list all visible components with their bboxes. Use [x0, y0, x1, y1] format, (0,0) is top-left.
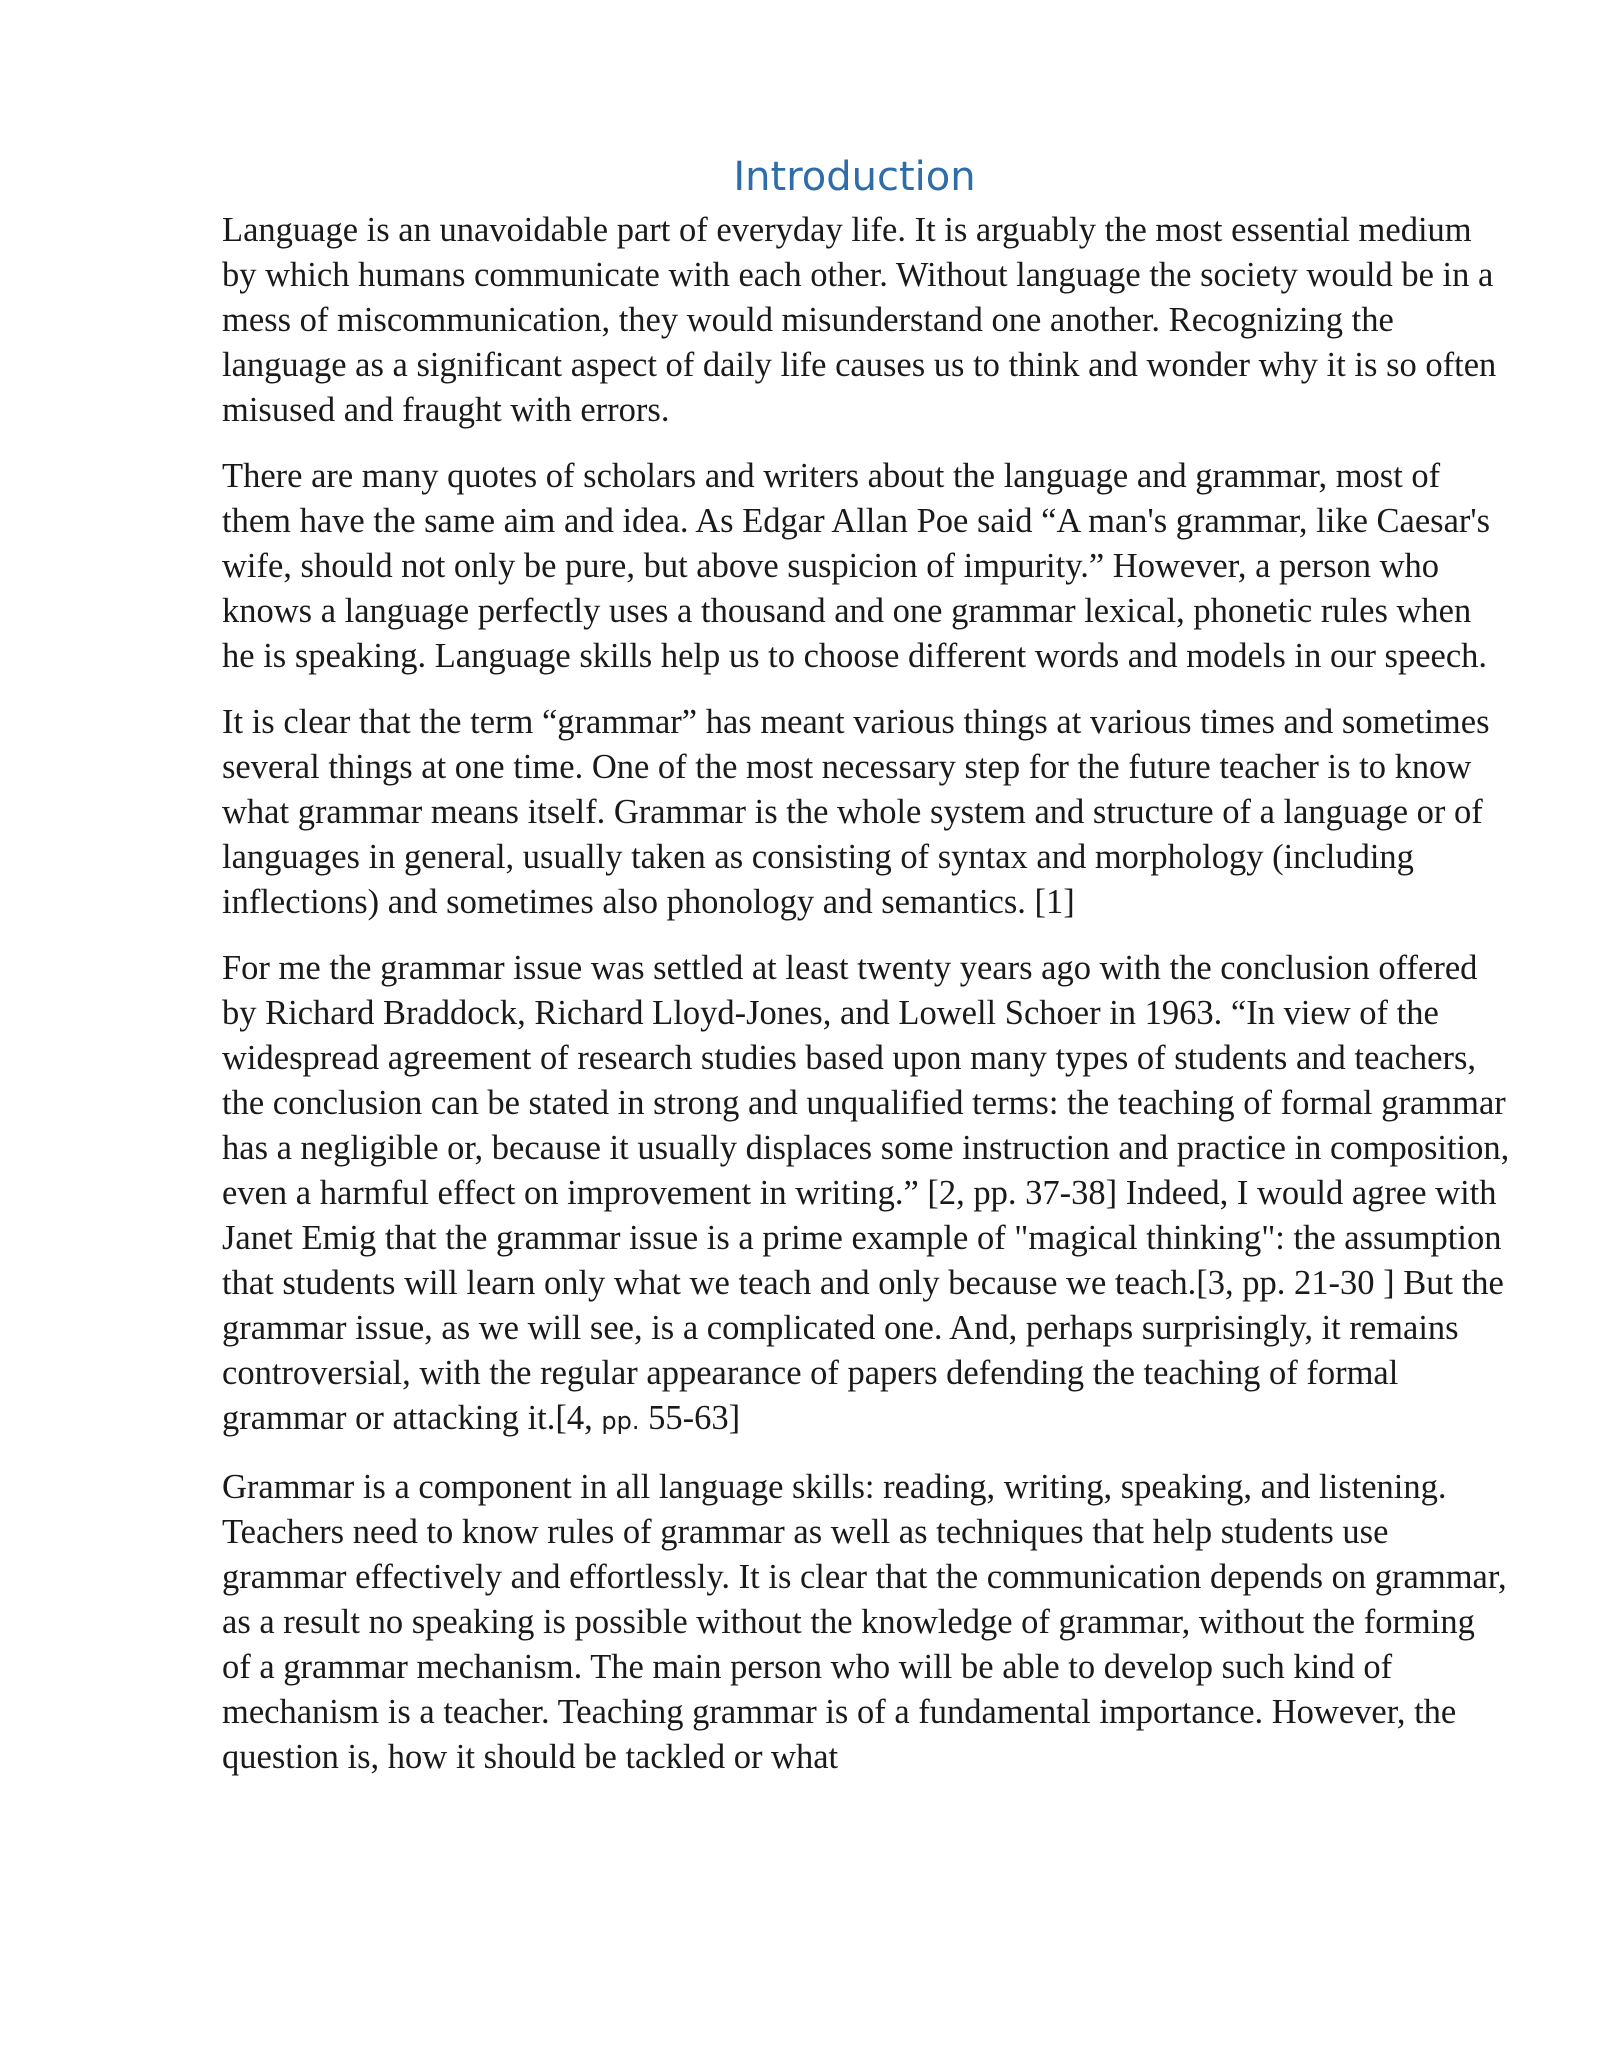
paragraph-3: It is clear that the term “grammar” has meant various things at various times and sometimes several things at one time. One of the most necessary step for the future teacher is to know what grammar means itself. Grammar is the whole system and structure of a language or of languages in general, usually taken as consisting of syntax and morphology (including inflections) and sometimes also phonology and semantics. [1]: [222, 703, 1490, 921]
document-body: [222, 208, 1512, 1801]
paragraph-4: [222, 946, 1512, 1444]
paragraph-1: Language is an unavoidable part of everyday life. It is arguably the most essential medium by which humans communicate with each other. Without language the society would be in a mess of miscommunication, they would misunderstand one another. Recognizing the language as a significant aspect of daily life causes us to think and wonder why it is so often misused and fraught with errors.: [222, 211, 1497, 429]
paragraph-5: Grammar is a component in all language skills: reading, writing, speaking, and listening. Teachers need to know rules of grammar as well as techniques that help students use grammar effectively and effortlessly. It is clear that the communication depends on grammar, as a result no speaking is possible without the knowledge of grammar, without the forming of a grammar mechanism. The main person who will be able to develop such kind of mechanism is a teacher. Teaching grammar is of a fundamental importance. However, the question is, how it should be tackled or what: [222, 1468, 1507, 1776]
paragraph-4-text: For me the grammar issue was settled at least twenty years ago with the conclusion offered by Richard Braddock, Richard Lloyd-Jones, and Lowell Schoer in 1963. “In view of the widespread agreement of research studies based upon many types of students and teachers, the conclusion can be stated in strong and unqualified terms: the teaching of formal grammar has a negligible or, because it usually displaces some instruction and practice in composition, even a harmful effect on improvement in writing.” [2, pp. 37-38] Indeed, I would agree with Janet Emig that the grammar issue is a prime example of "magical thinking": the assumption that students will learn only what we teach and only because we teach.[3, pp. 21-30 ] But the grammar issue, as we will see, is a complicated one. And, perhaps surprisingly, it remains controversial, with the regular appearance of papers defending the teaching of formal grammar or attacking it.[4,: [222, 949, 1510, 1437]
page-title: Introduction: [733, 154, 976, 200]
paragraph-2: There are many quotes of scholars and writers about the language and grammar, most of them have the same aim and idea. As Edgar Allan Poe said “A man's grammar, like Caesar's wife, should not only be pure, but above suspicion of impurity.” However, a person who knows a language perfectly uses a thousand and one grammar lexical, phonetic rules when he is speaking. Language skills help us to choose different words and models in our speech.: [222, 457, 1491, 675]
citation-pp-abbreviation: pp.: [601, 1407, 640, 1435]
paragraph-4-citation-end: 55-63]: [639, 1399, 741, 1437]
